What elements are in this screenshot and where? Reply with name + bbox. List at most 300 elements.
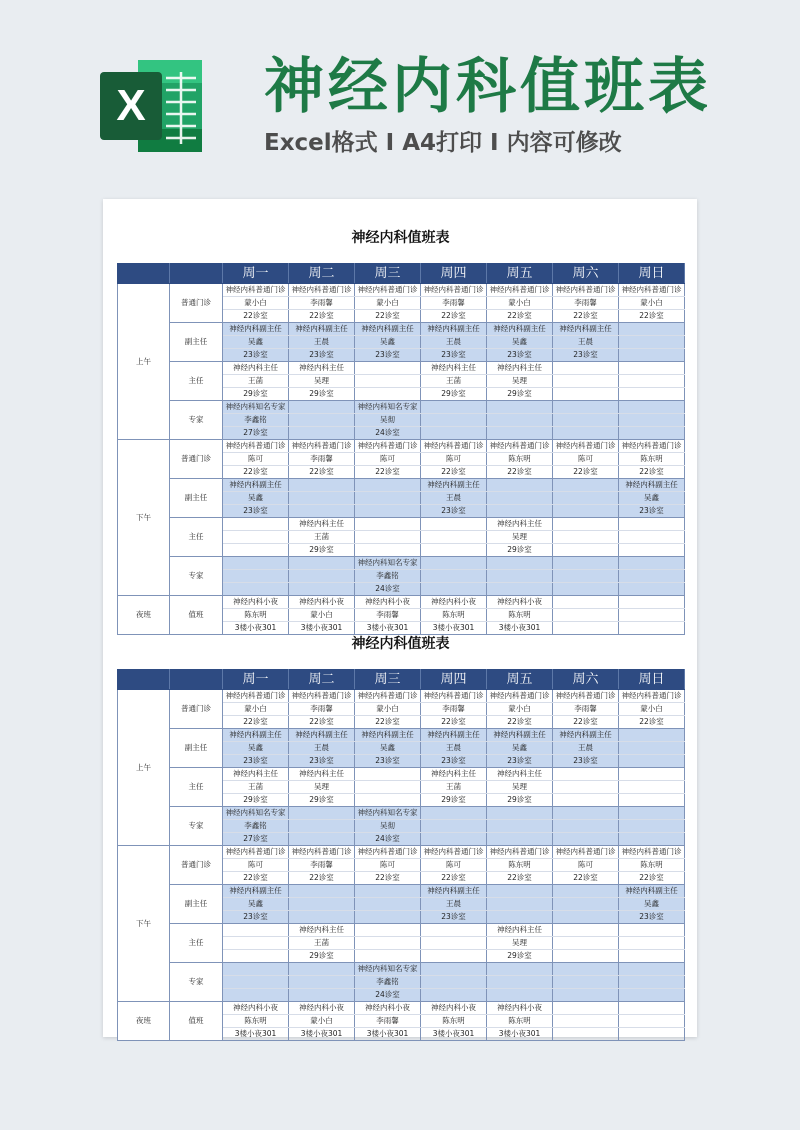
roster-cell [289,414,355,427]
roster-cell: 神经内科副主任 [487,729,553,742]
roster-cell: 神经内科副主任 [289,323,355,336]
roster-cell: 蒙小白 [619,703,685,716]
roster-cell: 神经内科副主任 [421,479,487,492]
roster-cell [487,820,553,833]
period-label: 上午 [118,690,170,846]
roster-cell: 陈东明 [487,1015,553,1028]
roster-cell: 李雨馨 [355,609,421,622]
roster-cell: 吴鑫 [619,492,685,505]
roster-cell: 神经内科普通门诊 [421,690,487,703]
roster-cell [619,742,685,755]
roster-cell: 22诊室 [289,310,355,323]
roster-cell: 23诊室 [421,755,487,768]
roster-cell [421,531,487,544]
table-row [118,690,685,703]
roster-cell [487,807,553,820]
duty-type-label: 副主任 [170,323,223,362]
weekday-header: 周六 [553,264,619,284]
roster-cell: 神经内科副主任 [553,323,619,336]
roster-cell: 23诊室 [487,755,553,768]
roster-cell: 22诊室 [223,716,289,729]
duty-type-label: 专家 [170,807,223,846]
roster-cell: 陈东明 [223,1015,289,1028]
roster-cell [619,375,685,388]
roster-cell: 22诊室 [421,310,487,323]
roster-cell [223,570,289,583]
banner-subtitle: Excel格式 I A4打印 I 内容可修改 [264,130,622,156]
roster-cell: 神经内科主任 [289,924,355,937]
roster-cell: 23诊室 [553,755,619,768]
table-row [118,479,685,492]
roster-cell: 29诊室 [487,388,553,401]
roster-cell: 王晨 [289,742,355,755]
roster-cell: 神经内科普通门诊 [487,846,553,859]
roster-cell: 王晨 [421,742,487,755]
roster-cell [619,989,685,1002]
roster-cell [553,375,619,388]
roster-cell: 23诊室 [355,755,421,768]
roster-cell [553,544,619,557]
roster-cell [553,781,619,794]
roster-cell [553,937,619,950]
roster-cell [355,781,421,794]
roster-cell: 陈东明 [619,453,685,466]
template-banner [0,0,800,196]
roster-cell [619,807,685,820]
roster-cell [553,362,619,375]
roster-cell [223,976,289,989]
roster-cell [619,401,685,414]
roster-cell: 3楼小夜301 [355,622,421,635]
roster-cell [487,427,553,440]
roster-cell [421,989,487,1002]
duty-type-label: 普通门诊 [170,690,223,729]
roster-cell: 蒙小白 [355,297,421,310]
roster-cell [553,950,619,963]
period-label: 上午 [118,284,170,440]
roster-cell: 神经内科副主任 [355,323,421,336]
weekday-header: 周三 [355,264,421,284]
roster-cell: 神经内科副主任 [619,885,685,898]
roster-cell [421,544,487,557]
roster-sheet [117,213,684,635]
duty-type-label: 副主任 [170,729,223,768]
roster-cell [355,362,421,375]
duty-type-label: 值班 [170,1002,223,1041]
roster-cell: 陈可 [553,453,619,466]
roster-cell: 神经内科普通门诊 [553,440,619,453]
roster-cell: 神经内科普通门诊 [421,846,487,859]
roster-cell: 蒙小白 [289,609,355,622]
roster-cell: 神经内科知名专家 [355,401,421,414]
period-label: 下午 [118,846,170,1002]
roster-cell: 神经内科普通门诊 [223,690,289,703]
table-row [118,323,685,336]
roster-cell: 3楼小夜301 [289,622,355,635]
roster-cell: 22诊室 [223,310,289,323]
roster-cell: 22诊室 [355,716,421,729]
roster-cell: 22诊室 [421,716,487,729]
duty-type-label: 专家 [170,963,223,1002]
roster-cell [619,596,685,609]
roster-cell [553,531,619,544]
roster-cell: 神经内科知名专家 [223,401,289,414]
roster-cell: 神经内科小夜 [355,1002,421,1015]
roster-cell [619,544,685,557]
roster-cell [553,492,619,505]
roster-cell: 神经内科小夜 [421,1002,487,1015]
roster-cell: 22诊室 [355,872,421,885]
roster-cell: 29诊室 [487,794,553,807]
roster-cell: 神经内科普通门诊 [487,440,553,453]
roster-cell [421,518,487,531]
header-blank-cell [170,264,223,284]
roster-cell [619,768,685,781]
roster-cell: 22诊室 [553,716,619,729]
roster-cell [355,937,421,950]
roster-cell: 神经内科主任 [487,518,553,531]
duty-type-label: 普通门诊 [170,284,223,323]
roster-cell: 神经内科普通门诊 [619,690,685,703]
roster-cell [289,885,355,898]
roster-cell [487,414,553,427]
roster-cell: 神经内科副主任 [421,885,487,898]
roster-cell: 23诊室 [289,349,355,362]
roster-cell [553,427,619,440]
roster-cell [619,794,685,807]
roster-cell: 23诊室 [421,911,487,924]
roster-cell: 3楼小夜301 [421,622,487,635]
header-blank-cell [118,264,170,284]
roster-cell: 神经内科普通门诊 [619,440,685,453]
roster-cell [355,531,421,544]
roster-cell: 23诊室 [421,349,487,362]
roster-cell: 陈东明 [421,609,487,622]
table-row [118,362,685,375]
roster-cell: 王晨 [421,898,487,911]
roster-cell: 蒙小白 [289,1015,355,1028]
table-row [118,401,685,414]
duty-type-label: 主任 [170,924,223,963]
roster-cell [487,963,553,976]
roster-cell: 王菡 [223,781,289,794]
roster-cell [619,950,685,963]
table-row [118,596,685,609]
roster-cell: 神经内科副主任 [223,885,289,898]
roster-cell: 陈可 [421,453,487,466]
roster-cell: 吴理 [289,375,355,388]
weekday-header: 周一 [223,670,289,690]
roster-cell: 24诊室 [355,427,421,440]
banner-title: 神经内科值班表 [264,52,712,122]
roster-cell [619,755,685,768]
roster-cell: 神经内科普通门诊 [223,440,289,453]
roster-cell: 24诊室 [355,583,421,596]
roster-cell [355,794,421,807]
roster-cell: 李鑫铭 [355,570,421,583]
weekday-header: 周四 [421,264,487,284]
roster-cell: 神经内科小夜 [223,1002,289,1015]
roster-cell: 22诊室 [487,310,553,323]
roster-cell [553,989,619,1002]
roster-cell [619,570,685,583]
roster-cell [289,820,355,833]
roster-cell [487,911,553,924]
roster-cell: 22诊室 [223,872,289,885]
roster-cell [619,781,685,794]
roster-cell [289,989,355,1002]
roster-cell [355,479,421,492]
roster-cell: 22诊室 [487,716,553,729]
roster-cell: 22诊室 [553,872,619,885]
roster-cell [223,544,289,557]
roster-cell: 22诊室 [619,872,685,885]
duty-type-label: 专家 [170,401,223,440]
roster-cell: 吴鑫 [223,898,289,911]
roster-cell [223,924,289,937]
roster-cell: 吴彻 [355,820,421,833]
roster-cell: 神经内科主任 [421,362,487,375]
roster-cell: 吴理 [487,781,553,794]
roster-cell [487,898,553,911]
roster-cell [553,518,619,531]
roster-cell [421,833,487,846]
roster-cell [619,349,685,362]
roster-cell [487,583,553,596]
roster-cell: 王菡 [289,937,355,950]
duty-roster-table [117,669,685,1041]
roster-cell: 神经内科主任 [289,362,355,375]
roster-cell [553,414,619,427]
roster-cell: 王晨 [421,492,487,505]
roster-cell: 吴理 [487,375,553,388]
roster-cell [487,833,553,846]
weekday-header: 周四 [421,670,487,690]
duty-type-label: 主任 [170,768,223,807]
roster-cell [619,976,685,989]
roster-cell: 29诊室 [223,794,289,807]
roster-cell [223,583,289,596]
roster-cell: 王晨 [421,336,487,349]
table-row [118,440,685,453]
roster-cell [421,976,487,989]
roster-cell [355,885,421,898]
roster-cell: 王菡 [223,375,289,388]
roster-cell: 29诊室 [487,950,553,963]
roster-cell: 29诊室 [421,794,487,807]
roster-cell [289,807,355,820]
roster-cell [355,924,421,937]
roster-cell [355,768,421,781]
roster-cell [289,427,355,440]
roster-cell: 神经内科副主任 [355,729,421,742]
roster-cell [619,963,685,976]
roster-cell: 神经内科小夜 [223,596,289,609]
roster-cell: 29诊室 [289,794,355,807]
roster-cell: 神经内科主任 [223,362,289,375]
roster-cell: 23诊室 [289,755,355,768]
roster-cell: 神经内科副主任 [487,323,553,336]
roster-cell [619,1002,685,1015]
roster-cell [619,833,685,846]
roster-cell [553,1028,619,1041]
duty-type-label: 副主任 [170,479,223,518]
weekday-header-row [118,670,685,690]
roster-cell: 神经内科副主任 [421,323,487,336]
roster-cell: 23诊室 [355,349,421,362]
roster-cell [619,1015,685,1028]
roster-cell: 神经内科主任 [487,362,553,375]
roster-cell: 吴鑫 [223,492,289,505]
roster-cell [619,388,685,401]
roster-cell: 神经内科小夜 [487,1002,553,1015]
roster-cell [355,388,421,401]
roster-cell: 神经内科普通门诊 [553,690,619,703]
roster-cell: 陈东明 [487,859,553,872]
roster-cell: 27诊室 [223,833,289,846]
roster-cell: 吴鑫 [223,336,289,349]
sheet-title: 神经内科值班表 [351,636,450,652]
roster-cell: 23诊室 [223,505,289,518]
table-row [118,924,685,937]
roster-cell: 李雨馨 [289,453,355,466]
weekday-header: 周二 [289,670,355,690]
roster-cell [289,963,355,976]
table-row [118,885,685,898]
roster-cell: 李雨馨 [421,297,487,310]
roster-cell [553,401,619,414]
roster-cell [421,583,487,596]
roster-cell: 李雨馨 [289,859,355,872]
table-row [118,768,685,781]
roster-cell: 29诊室 [421,388,487,401]
roster-cell [619,820,685,833]
roster-cell [553,963,619,976]
roster-cell: 李雨馨 [553,703,619,716]
roster-cell [289,505,355,518]
table-row [118,846,685,859]
roster-cell [487,479,553,492]
roster-cell [223,518,289,531]
roster-cell [487,885,553,898]
roster-cell [421,414,487,427]
roster-cell [619,531,685,544]
roster-cell [421,820,487,833]
roster-cell [355,898,421,911]
roster-cell: 李雨馨 [553,297,619,310]
roster-cell [553,479,619,492]
roster-cell [223,557,289,570]
roster-cell [289,479,355,492]
roster-cell: 蒙小白 [619,297,685,310]
sheet-title: 神经内科值班表 [351,230,450,246]
roster-cell [421,427,487,440]
roster-cell [487,989,553,1002]
roster-cell: 22诊室 [553,466,619,479]
roster-cell: 李鑫铭 [223,414,289,427]
duty-type-label: 副主任 [170,885,223,924]
roster-cell: 吴鑫 [355,336,421,349]
roster-cell: 陈可 [355,453,421,466]
duty-type-label: 主任 [170,518,223,557]
roster-cell: 神经内科普通门诊 [223,846,289,859]
roster-cell [289,557,355,570]
roster-cell: 神经内科普通门诊 [223,284,289,297]
roster-cell [553,583,619,596]
roster-cell: 神经内科知名专家 [355,557,421,570]
roster-cell: 李雨馨 [289,703,355,716]
roster-cell: 神经内科普通门诊 [619,846,685,859]
roster-cell: 王菡 [289,531,355,544]
roster-cell [487,976,553,989]
roster-cell [355,950,421,963]
roster-cell [619,924,685,937]
roster-cell: 神经内科小夜 [421,596,487,609]
duty-type-label: 值班 [170,596,223,635]
roster-cell: 吴彻 [355,414,421,427]
roster-cell: 神经内科普通门诊 [289,440,355,453]
roster-cell: 神经内科副主任 [223,323,289,336]
roster-cell: 29诊室 [487,544,553,557]
roster-cell: 神经内科普通门诊 [487,284,553,297]
roster-cell: 陈可 [223,859,289,872]
roster-cell [421,963,487,976]
roster-cell [421,807,487,820]
roster-cell: 22诊室 [553,310,619,323]
roster-cell [223,937,289,950]
roster-cell: 神经内科知名专家 [355,807,421,820]
weekday-header: 周六 [553,670,619,690]
roster-cell [619,557,685,570]
roster-cell: 22诊室 [619,466,685,479]
roster-cell [487,505,553,518]
roster-cell: 神经内科副主任 [619,479,685,492]
roster-cell: 神经内科主任 [487,924,553,937]
roster-cell [619,583,685,596]
roster-cell: 神经内科知名专家 [223,807,289,820]
roster-cell [355,911,421,924]
roster-cell [421,937,487,950]
roster-cell: 李雨馨 [355,1015,421,1028]
roster-cell [553,794,619,807]
roster-cell: 3楼小夜301 [487,1028,553,1041]
roster-cell [619,323,685,336]
roster-cell: 王菡 [421,781,487,794]
weekday-header: 周三 [355,670,421,690]
duty-type-label: 专家 [170,557,223,596]
roster-cell: 陈东明 [487,453,553,466]
roster-cell [421,557,487,570]
weekday-header: 周日 [619,264,685,284]
roster-cell [553,1015,619,1028]
roster-cell [289,492,355,505]
header-blank-cell [118,670,170,690]
roster-cell [289,583,355,596]
roster-cell: 29诊室 [289,388,355,401]
roster-cell [355,492,421,505]
roster-cell [487,492,553,505]
roster-cell [553,885,619,898]
roster-cell: 23诊室 [223,349,289,362]
roster-cell: 吴理 [487,531,553,544]
roster-cell [553,1002,619,1015]
roster-cell: 李鑫铭 [355,976,421,989]
roster-cell: 神经内科普通门诊 [421,284,487,297]
duty-type-label: 普通门诊 [170,846,223,885]
weekday-header: 周一 [223,264,289,284]
roster-cell [289,833,355,846]
period-label: 夜班 [118,1002,170,1041]
